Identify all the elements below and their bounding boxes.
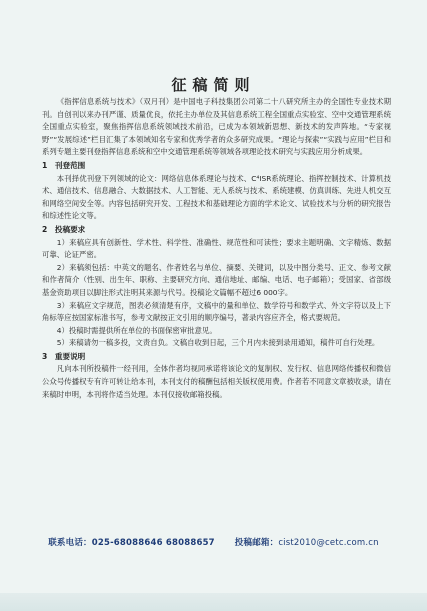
footer-stripe xyxy=(0,593,427,611)
section-heading-notes: 3 重要说明 xyxy=(42,351,86,361)
page-title: 征稿简则 xyxy=(171,76,256,94)
requirement-item-1: 1）来稿应具有创新性、学术性、科学性、准确性、规范性和可读性；要求主题明确、文字精炼、数据可靠、论证严密。 xyxy=(42,237,391,260)
contact-line xyxy=(0,536,427,548)
section-heading-requirements: 2 投稿要求 xyxy=(42,224,86,234)
email-label: 投稿邮箱： xyxy=(234,538,279,548)
phone-value: 025-68088646 68088657 xyxy=(91,538,215,548)
scope-paragraph: 本刊择优刊登下列领域的论文：网络信息体系理论与技术、C⁴ISR系统理论、指挥控制技术、计算机技术、通信技术、信息融合、大数据技术、人工智能、无人系统与技术、系统建模、仿真训练、先进人机交互和网络空间安全等。内容包括研究开发、工程技术和基础理论方面的学术论文、试验技术与分析的研究报告和综述性论文等。 xyxy=(42,173,391,221)
phone-label: 联系电话： xyxy=(48,538,92,548)
email-address[interactable]: cist2010@cetc.com.cn xyxy=(278,538,379,548)
requirement-item-2: 2）来稿须包括：中英文的题名、作者姓名与单位、摘要、关键词，以及中图分类号、正文、参考文献和作者简介（性别、出生年、职称、主要研究方向、通信地址、邮编、电话、电子邮箱）；受国家、省部级基金资助项目以脚注形式注明其来源与代号。投稿论文篇幅不超过6 000字。 xyxy=(42,262,391,297)
requirement-item-5: 5）来稿请勿一稿多投，文责自负。文稿自收到日起，三个月内未接到录用通知，稿件可自行处理。 xyxy=(56,338,380,348)
notes-paragraph: 凡向本刊所投稿件一经刊用，全体作者均视同承诺将该论文的复制权、发行权、信息网络传播权和微信公众号传播权专有许可转让给本刊，本刊支付的稿酬包括相关版权使用费。作者若不同意文章被收录，请在来稿时申明，本刊将作适当处理。本刊仅接收邮箱投稿。 xyxy=(42,364,391,399)
requirement-item-3: 3）来稿应文字规范，图表必须清楚有序，文稿中的量和单位、数学符号和数学式、外文字符以及上下角标等应按国家标准书写，参考文献按正文引用的顺序编号，著录内容应齐全，格式要规范。 xyxy=(42,300,391,323)
section-heading-scope: 1 刊登范围 xyxy=(42,160,86,170)
requirement-item-4: 4）投稿时需提供所在单位的书面保密审批意见。 xyxy=(56,325,217,335)
intro-paragraph: 《指挥信息系统与技术》（双月刊）是中国电子科技集团公司第二十八研究所主办的全国性专业技术期刊。自创刊以来办刊严谨、质量优良，依托主办单位及其信息系统工程全国重点实验室、空中交通管理系统全国重点实验室，聚焦指挥信息系统领域技术前沿，已成为本领域新思想、新技术的发声阵地。“专家视野”“发展综述”栏目汇集了本领域知名专家和优秀学者的众多研究成果。“理论与探索”“实践与应用”栏目和系列专题主要刊登指挥信息系统和空中交通管理系统等领域各项理论技术研究与实践应用分析成果。 xyxy=(42,97,391,157)
guidelines-body xyxy=(42,96,391,401)
